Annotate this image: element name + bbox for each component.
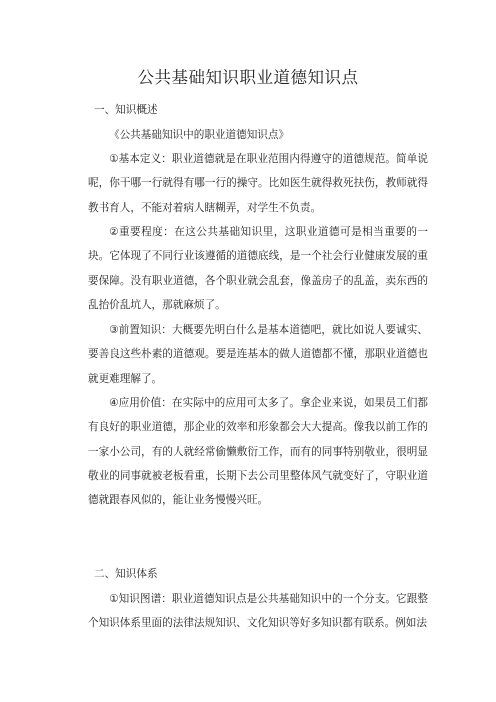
section1-subtitle: 《公共基础知识中的职业道德知识点》: [109, 129, 290, 141]
document-title: 公共基础知识职业道德知识点: [137, 68, 359, 87]
section2-heading: 二、知识体系: [94, 568, 158, 580]
paragraph-application-value: ④应用价值：在实际中的应用可太多了。拿企业来说，如果员工们都有良好的职业道德，那企业的效率和形象都会大大提高。像我以前工作的一家小公司，有的人就经常偷懒敷衍工作，而有的同事特别敬业，很明显敬业的同事就被老板看重，长期下去公司里整体风气就变好了，守职业道德就跟春风似的，能让业务慢慢兴旺。: [88, 397, 428, 507]
section1-heading: 一、知识概述: [94, 104, 158, 116]
paragraph-knowledge-map: ①知识图谱：职业道德知识点是公共基础知识中的一个分支。它跟整个知识体系里面的法律法规知识、文化知识等好多知识都有联系。例如法: [88, 593, 428, 630]
paragraph-prerequisite: ③前置知识：大概要先明白什么是基本道德吧，就比如说人要诚实、要善良这些朴素的道德观。要是连基本的做人道德都不懂，那职业道德也就更难理解了。: [88, 324, 428, 385]
paragraph-importance: ②重要程度：在这公共基础知识里，这职业道德可是相当重要的一块。它体现了不同行业该遵循的道德底线，是一个社会行业健康发展的重要保障。没有职业道德，各个职业就会乱套，像盖房子的乱盖，卖东西的乱抬价乱坑人，那就麻烦了。: [88, 226, 428, 311]
paragraph-basic-definition: ①基本定义：职业道德就是在职业范围内得遵守的道德规范。简单说呢，你干哪一行就得有哪一行的操守。比如医生就得救死扶伤，教师就得教书育人，不能对着病人瞎糊弄，对学生不负责。: [88, 153, 428, 214]
